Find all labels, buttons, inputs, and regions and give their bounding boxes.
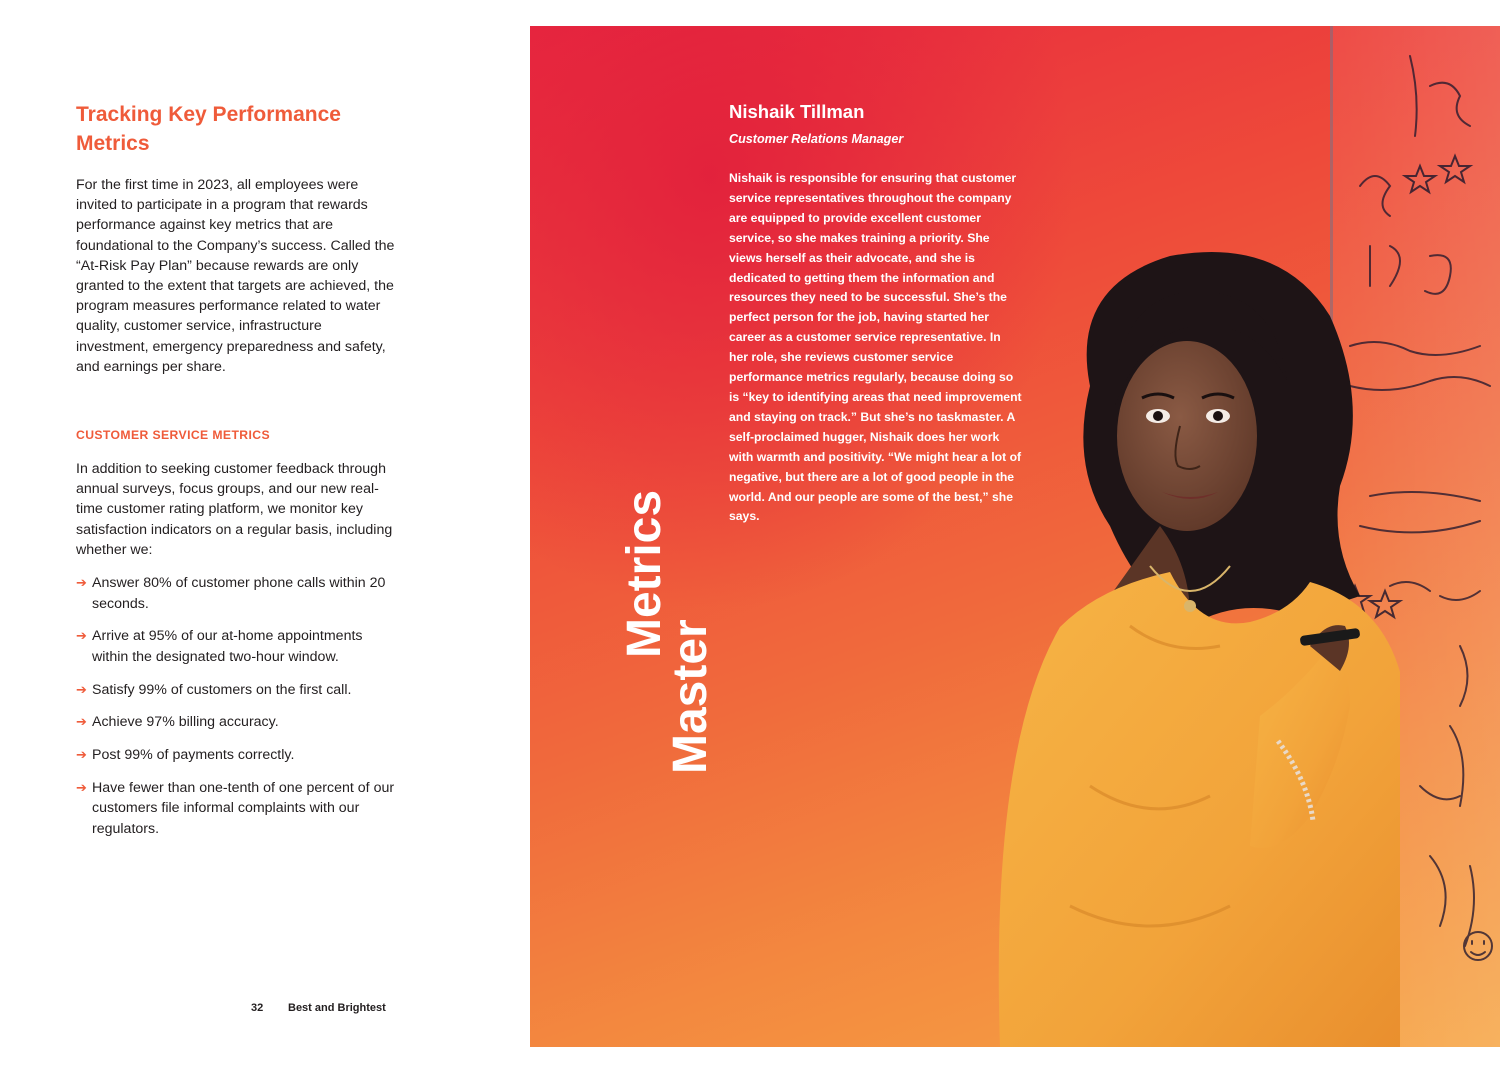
page-title: Tracking Key Performance Metrics: [76, 103, 341, 155]
arrow-right-icon: ➔: [76, 747, 87, 763]
arrow-right-icon: ➔: [76, 628, 87, 644]
list-item: [76, 626, 400, 667]
profile-name: Nishaik Tillman: [729, 101, 865, 122]
profile-role: Customer Relations Manager: [729, 132, 904, 146]
headline-line-master: Master: [664, 619, 717, 774]
list-item-text: Achieve 97% billing accuracy.: [92, 714, 279, 731]
metrics-list: [76, 573, 400, 852]
section-subhead: CUSTOMER SERVICE METRICS: [76, 428, 271, 442]
intro-paragraph: For the first time in 2023, all employees were invited to participate in a program that rewards performance against key metrics that are foundational to the Company’s success. Called the “At-Risk Pay Plan” because rewards are only granted to the extent that targets are achieved, the program measures performance related to water quality, customer service, infrastructure investment, emergency preparedness and safety, and earnings per share.: [76, 177, 395, 375]
page-number: 32: [251, 1002, 264, 1014]
list-item-text: Answer 80% of customer phone calls within 20 seconds.: [92, 575, 386, 612]
arrow-right-icon: ➔: [76, 779, 87, 795]
arrow-right-icon: ➔: [76, 681, 87, 697]
list-item: [76, 573, 400, 614]
list-item: [76, 712, 400, 733]
portrait-photo: [530, 26, 1500, 1047]
left-page: [0, 0, 528, 1073]
headline-line-metrics: Metrics: [618, 489, 671, 658]
publication-name: Best and Brightest: [288, 1002, 386, 1014]
profile-bio: Nishaik is responsible for ensuring that customer service representatives throughout the company are equipped to provide excellent customer service, so she makes training a priority. She views herself as their advocate, and she is dedicated to getting them the information and resources they need to be successful. She’s the perfect person for the job, having started her career as a customer service representative. In her role, she reviews customer service performance metrics regularly, because doing so is “key to identifying areas that need improvement and staying on track.” But she’s no taskmaster. A self-proclaimed hugger, Nishaik does her work with warmth and positivity. “We might hear a lot of negative, but there are a lot of good people in the world. And our people are some of the best,” she says.: [729, 171, 1022, 524]
list-item-text: Satisfy 99% of customers on the first call.: [92, 681, 352, 698]
list-item-text: Arrive at 95% of our at-home appointments within the designated two-hour window.: [92, 628, 363, 665]
arrow-right-icon: ➔: [76, 714, 87, 730]
section-paragraph: In addition to seeking customer feedback through annual surveys, focus groups, and our new real-time customer rating platform, we monitor key satisfaction indicators on a regular basis, including whether we:: [76, 461, 393, 558]
list-item: [76, 680, 400, 701]
arrow-right-icon: ➔: [76, 575, 87, 590]
list-item: [76, 745, 400, 766]
list-item-text: Have fewer than one-tenth of one percent of our customers file informal complaints with our regulators.: [92, 779, 395, 837]
list-item-text: Post 99% of payments correctly.: [92, 747, 295, 764]
list-item: [76, 778, 400, 840]
